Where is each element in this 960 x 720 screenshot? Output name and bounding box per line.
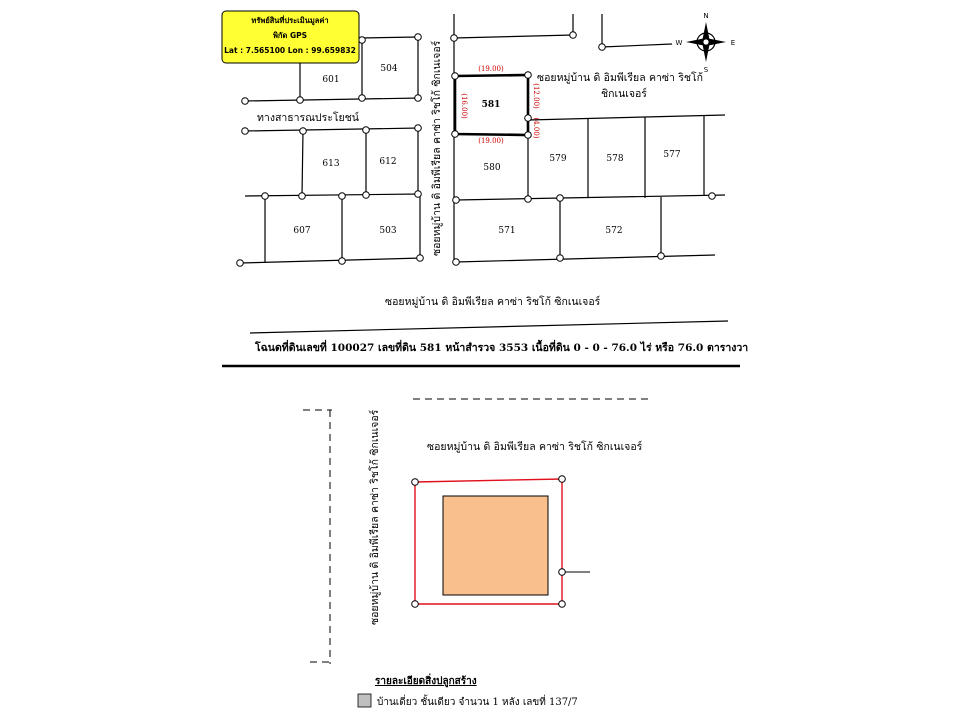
- lot-613: 613: [322, 159, 340, 169]
- gps-coords: Lat : 7.565100 Lon : 99.659832: [224, 46, 356, 55]
- lot-578: 578: [606, 154, 624, 164]
- lot-503: 503: [379, 226, 397, 236]
- lot-607: 607: [293, 226, 311, 236]
- dim-corner: (4.00): [532, 117, 540, 139]
- deed-info: โฉนดที่ดินเลขที่ 100027 เลขที่ดิน 581 หน้าสำรวจ 3553 เนื้อที่ดิน 0 - 0 - 76.0 ไร่ หรือ 76.0 ตารางวา: [255, 342, 749, 354]
- legend-item: บ้านเดี่ยว ชั้นเดียว จำนวน 1 หลัง เลขที่ 137/7: [377, 697, 578, 708]
- lot-577: 577: [663, 150, 681, 160]
- dim-right: (12.00): [532, 83, 540, 109]
- compass-rose-icon: [676, 12, 736, 74]
- dim-top: (19.00): [478, 65, 504, 73]
- dim-left: (16.00): [460, 93, 468, 119]
- compass-w: W: [675, 39, 683, 47]
- gps-callout: [222, 11, 359, 63]
- lot-612: 612: [379, 157, 397, 167]
- road-soi-vertical: ซอยหมู่บ้าน ดิ อิมพีเรียล คาซ่า ริชโก้ ซิกเนเจอร์: [431, 40, 443, 256]
- dim-bottom: (19.00): [478, 137, 504, 145]
- lot-571: 571: [498, 226, 516, 236]
- gps-title: ทรัพย์สินที่ประเมินมูลค่า: [251, 16, 329, 25]
- legend: [358, 673, 578, 708]
- compass-s: S: [703, 66, 709, 74]
- site-road-vertical: ซอยหมู่บ้าน ดิ อิมพีเรียล คาซ่า ริชโก้ ซิกเนเจอร์: [369, 409, 381, 625]
- lot-580: 580: [483, 163, 501, 173]
- compass-n: N: [703, 12, 709, 20]
- lot-601: 601: [322, 75, 340, 85]
- gps-subtitle: พิกัด GPS: [272, 31, 308, 40]
- compass-e: E: [730, 39, 736, 47]
- building-footprint: [443, 496, 548, 595]
- lot-579: 579: [549, 154, 567, 164]
- lot-581: 581: [481, 100, 501, 110]
- lot-572: 572: [605, 226, 623, 236]
- site-road-top: ซอยหมู่บ้าน ดิ อิมพีเรียล คาซ่า ริชโก้ ซิกเนเจอร์: [427, 441, 643, 453]
- road-soi-bottom: ซอยหมู่บ้าน ดิ อิมพีเรียล คาซ่า ริชโก้ ซิกเนเจอร์: [385, 296, 601, 308]
- road-public-way: ทางสาธารณประโยชน์: [257, 112, 359, 124]
- legend-swatch: [358, 694, 371, 707]
- legend-heading: รายละเอียดสิ่งปลูกสร้าง: [375, 676, 477, 687]
- road-soi-right-2: ชิกเนเจอร์: [601, 88, 647, 100]
- lot-504: 504: [380, 64, 398, 74]
- road-soi-right-1: ซอยหมู่บ้าน ดิ อิมพีเรียล คาซ่า ริชโก้: [537, 72, 704, 84]
